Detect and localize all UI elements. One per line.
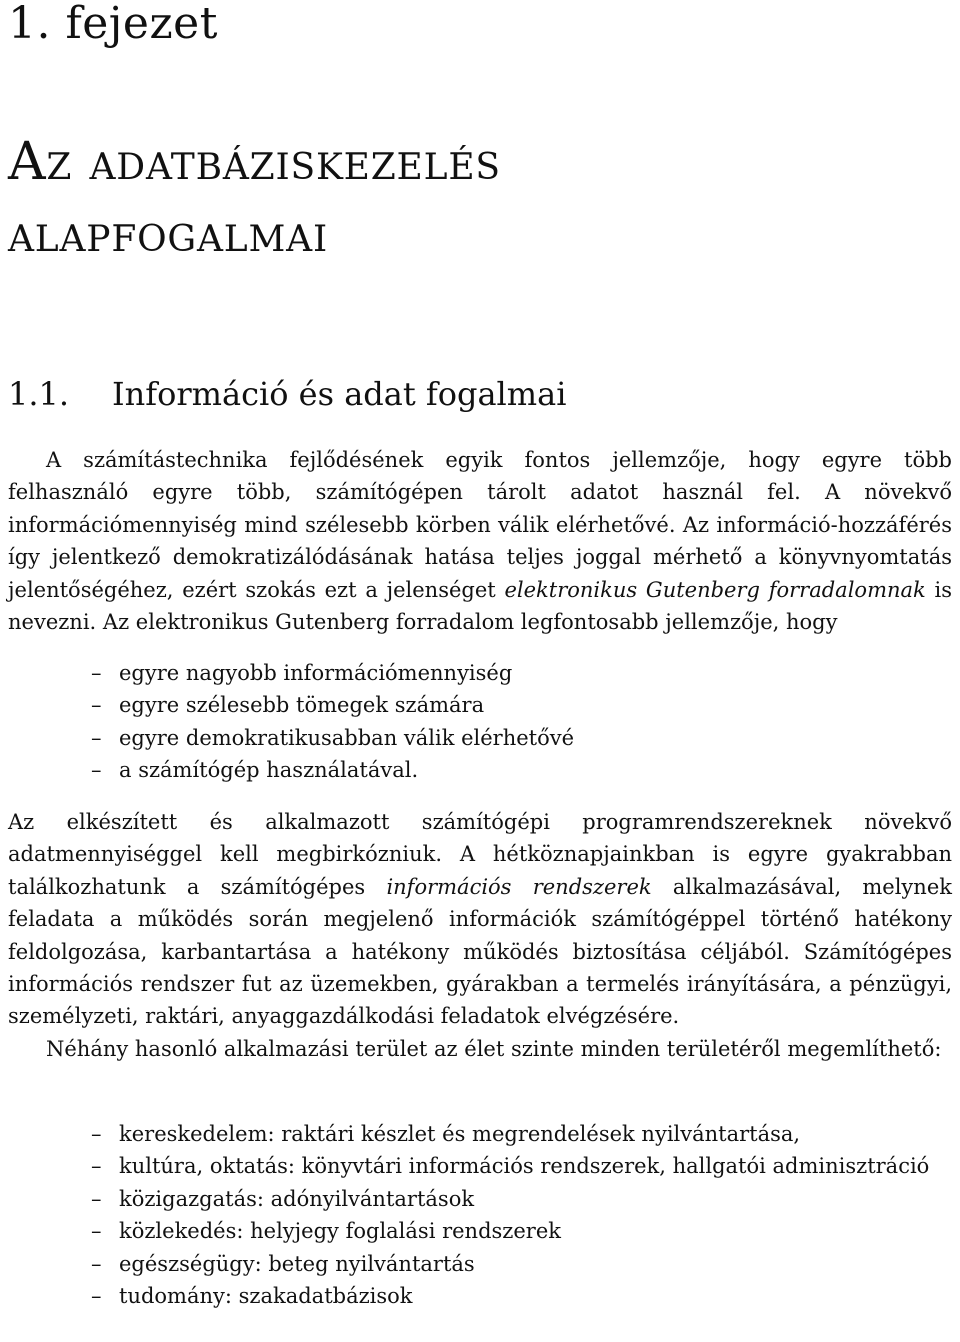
- list-item: – egészségügy: beteg nyilvántartás: [91, 1248, 953, 1280]
- paragraph-2-text-b: alkalmazásával, melynek feladata a működés során megjelenő információk számítógéppel történő hatékony feldolgozása, karbantartása a hatékony működés biztosítása céljából. Számítógépes információs rendszer fut az üzemekben, gyárakban a termelés irányítására, a pénzügyi, személyzeti, raktári, anyaggazdálkodási feladatok elvégzésére.: [8, 874, 952, 1029]
- chapter-title: [8, 126, 501, 270]
- paragraph-1-emphasis: elektronikus Gutenberg forradalomnak: [504, 577, 926, 602]
- paragraph-3: Néhány hasonló alkalmazási terület az élet szinte minden területéről megemlíthető:: [46, 1037, 942, 1061]
- list-item: – egyre nagyobb információmennyiség: [91, 657, 953, 689]
- paragraph-1-text-a: A számítástechnika fejlődésének egyik fontos jellemzője, hogy egyre több felhasználó egyre több, számítógépen tárolt adatot használ fel. A növekvő információmennyiség mind szélesebb körben válik elérhetővé. Az információ-hozzáférés így jelentkező demokratizálódásának hatása teljes joggal mérhető a könyvnyomtatás jelentőségéhez, ezért szokás ezt a jelenséget: [8, 448, 952, 602]
- paragraph-2: [8, 806, 952, 1033]
- dash-marker: –: [91, 1186, 102, 1211]
- dash-marker: –: [91, 1219, 102, 1244]
- dash-marker: –: [91, 1284, 102, 1309]
- dash-marker: –: [91, 758, 102, 783]
- list-item: – a számítógép használatával.: [91, 754, 953, 786]
- list-item: – közlekedés: helyjegy foglalási rendszerek: [91, 1215, 953, 1247]
- dash-marker: –: [91, 1122, 102, 1146]
- list-item: – egyre szélesebb tömegek számára: [91, 689, 953, 721]
- chapter-heading: 1. fejezet: [8, 0, 218, 49]
- bullet-list-1: [91, 657, 953, 787]
- dash-marker: –: [91, 1154, 102, 1179]
- section-title: Információ és adat fogalmai: [112, 375, 567, 413]
- list-item: – közigazgatás: adónyilvántartások: [91, 1183, 953, 1215]
- dash-marker: –: [91, 661, 102, 685]
- paragraph-1-text-b: is nevezni. Az elektronikus Gutenberg forradalom legfontosabb jellemzője, hogy: [8, 577, 953, 635]
- list-item: – tudomány: szakadatbázisok: [91, 1280, 953, 1312]
- dash-marker: –: [91, 693, 102, 718]
- section-heading: [8, 374, 566, 414]
- paragraph-1: [8, 444, 952, 638]
- bullet-list-2: [91, 1118, 953, 1312]
- dash-marker: –: [91, 725, 102, 750]
- chapter-title-line-1: Az adatbáziskezelés: [8, 132, 501, 192]
- chapter-title-line-2: alapfogalmai: [8, 204, 328, 264]
- dash-marker: –: [91, 1251, 102, 1276]
- paragraph-2-emphasis: információs rendszerek: [386, 874, 652, 899]
- section-number: 1.1.: [8, 375, 70, 413]
- paragraph-2-text-a: Az elkészített és alkalmazott számítógépi programrendszereknek növekvő adatmennyiséggel kell megbirkózniuk. A hétköznapjainkban is egyre gyakrabban találkozhatunk a számítógépes: [8, 810, 952, 899]
- list-item: – kereskedelem: raktári készlet és megrendelések nyilvántartása,: [91, 1118, 953, 1150]
- list-item: – kultúra, oktatás: könyvtári információs rendszerek, hallgatói adminisztráció: [91, 1150, 953, 1182]
- list-item: – egyre demokratikusabban válik elérhetővé: [91, 722, 953, 754]
